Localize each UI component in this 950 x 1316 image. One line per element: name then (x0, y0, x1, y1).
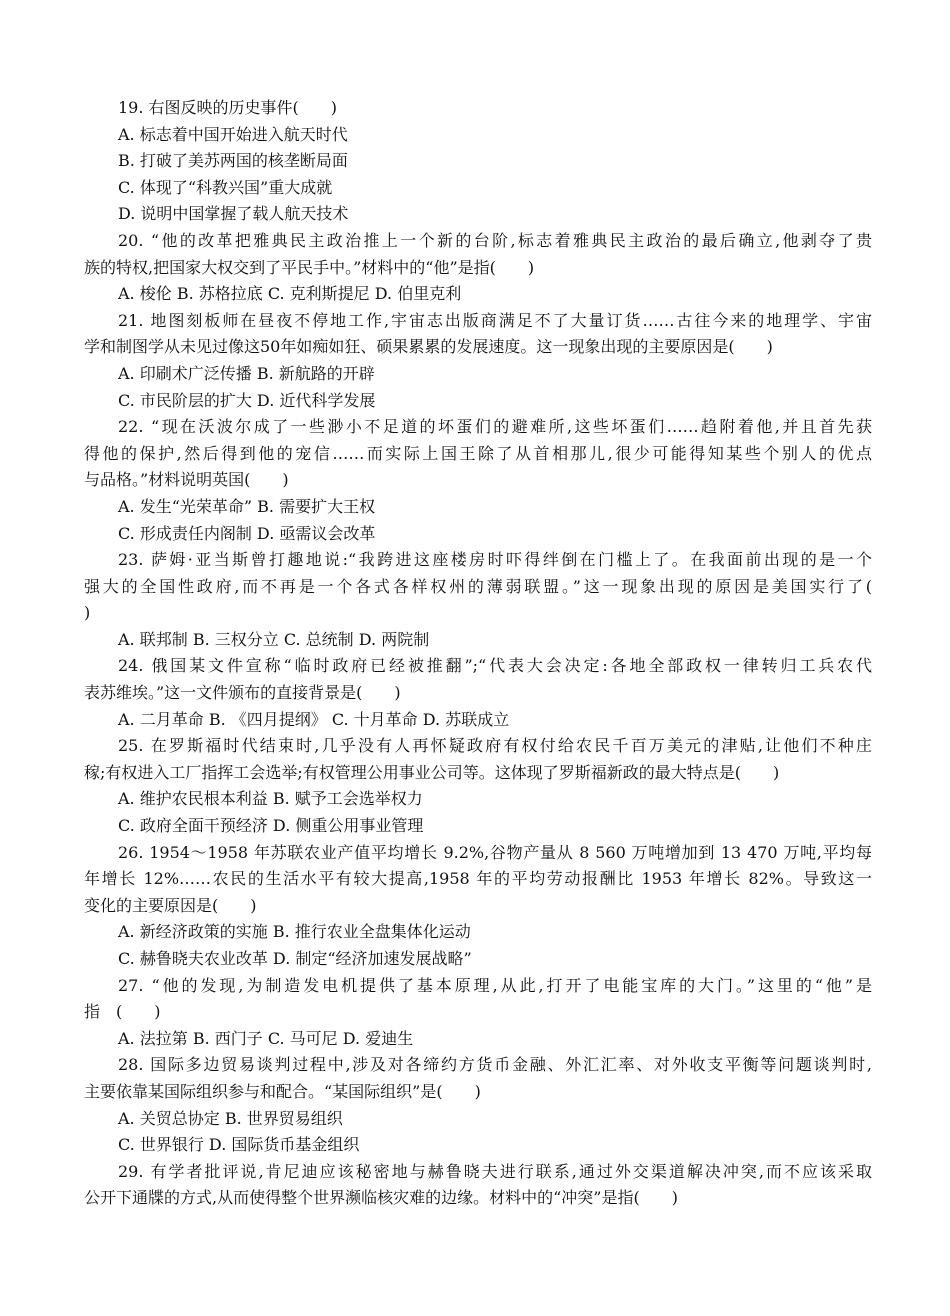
q23-stem-line-2: 强大的全国性政府,而不再是一个各式各样权州的薄弱联盟。”这一现象出现的原因是美国实行了( (84, 576, 872, 596)
q28-options-ab: A. 关贸总协定 B. 世界贸易组织 (118, 1108, 343, 1128)
q26-stem-line-3: 变化的主要原因是( ) (84, 895, 257, 915)
q29-stem-line-2: 公开下通牒的方式,从而使得整个世界濒临核灾难的边缘。材料中的“冲突”是指( ) (84, 1188, 678, 1208)
q27-stem-line-2: 指 ( ) (84, 1002, 161, 1022)
q19-stem: 19. 右图反映的历史事件( ) (118, 98, 338, 117)
q25-options-ab: A. 维护农民根本利益 B. 赋予工会选举权力 (118, 789, 423, 809)
q27-options: A. 法拉第 B. 西门子 C. 马可尼 D. 爱迪生 (118, 1028, 414, 1048)
q24-options: A. 二月革命 B. 《四月提纲》 C. 十月革命 D. 苏联成立 (118, 709, 510, 729)
q22-options-ab: A. 发生“光荣革命” B. 需要扩大王权 (118, 496, 376, 516)
q26-options-ab: A. 新经济政策的实施 B. 推行农业全盘集体化运动 (118, 922, 471, 942)
q19-option-d: D. 说明中国掌握了载人航天技术 (118, 204, 349, 224)
q26-stem-line-1: 26. 1954～1958 年苏联农业产值平均增长 9.2%,谷物产量从 8 560 万吨增加到 13 470 万吨,平均每 (118, 842, 872, 862)
q28-options-cd: C. 世界银行 D. 国际货币基金组织 (118, 1135, 360, 1155)
q20-options: A. 梭伦 B. 苏格拉底 C. 克利斯提尼 D. 伯里克利 (118, 284, 462, 304)
q21-options-ab: A. 印刷术广泛传播 B. 新航路的开辟 (118, 363, 375, 383)
q22-options-cd: C. 形成责任内阁制 D. 亟需议会改革 (118, 523, 376, 543)
q21-stem-line-1: 21. 地图刻板师在昼夜不停地工作,宇宙志出版商满足不了大量订货……古往今来的地理学、宇宙 (118, 310, 872, 330)
q23-options: A. 联邦制 B. 三权分立 C. 总统制 D. 两院制 (118, 629, 430, 649)
q23-stem-line-1: 23. 萨姆·亚当斯曾打趣地说:“我跨进这座楼房时吓得绊倒在门槛上了。在我面前出现的是一个 (118, 550, 872, 570)
document-page (84, 95, 872, 1212)
q19-option-b: B. 打破了美苏两国的核垄断局面 (118, 151, 348, 171)
q25-stem-line-1: 25. 在罗斯福时代结束时,几乎没有人再怀疑政府有权付给农民千百万美元的津贴,让他们不种庄 (118, 736, 872, 756)
q25-stem-line-2: 稼;有权进入工厂指挥工会选举;有权管理公用事业公司等。这体现了罗斯福新政的最大特点是( ) (84, 762, 780, 782)
q22-stem-line-3: 与品格。”材料说明英国( ) (84, 470, 289, 490)
q26-options-cd: C. 赫鲁晓夫农业改革 D. 制定“经济加速发展战略” (118, 949, 472, 968)
q29-stem-line-1: 29. 有学者批评说,肯尼迪应该秘密地与赫鲁晓夫进行联系,通过外交渠道解决冲突,而不应该采取 (118, 1161, 872, 1181)
q22-stem-line-2: 得他的保护,然后得到他的宠信……而实际上国王除了从首相那儿,很少可能得知某些个别人的优点 (84, 443, 872, 463)
q21-stem-line-2: 学和制图学从未见过像这50年如痴如狂、硕果累累的发展速度。这一现象出现的主要原因是( ) (84, 337, 773, 357)
q19-option-a: A. 标志着中国开始进入航天时代 (118, 124, 348, 144)
q28-stem-line-2: 主要依靠某国际组织参与和配合。“某国际组织”是( ) (84, 1081, 481, 1101)
q20-stem-line-2: 族的特权,把国家大权交到了平民手中。”材料中的“他”是指( ) (84, 257, 535, 277)
q27-stem-line-1: 27. “他的发现,为制造发电机提供了基本原理,从此,打开了电能宝库的大门。”这里的“他”是 (118, 975, 872, 995)
q24-stem-line-1: 24. 俄国某文件宣称“临时政府已经被推翻”;“代表大会决定:各地全部政权一律转归工兵农代 (118, 656, 872, 676)
q28-stem-line-1: 28. 国际多边贸易谈判过程中,涉及对各缔约方货币金融、外汇汇率、对外收支平衡等问题谈判时, (118, 1055, 872, 1075)
q24-stem-line-2: 表苏维埃。”这一文件颁布的直接背景是( ) (84, 683, 401, 703)
q19-option-c: C. 体现了“科教兴国”重大成就 (118, 177, 333, 197)
q21-options-cd: C. 市民阶层的扩大 D. 近代科学发展 (118, 390, 376, 410)
q20-stem-line-1: 20. “他的改革把雅典民主政治推上一个新的台阶,标志着雅典民主政治的最后确立,他剥夺了贵 (118, 230, 872, 250)
q25-options-cd: C. 政府全面干预经济 D. 侧重公用事业管理 (118, 816, 424, 836)
q26-stem-line-2: 年增长 12%……农民的生活水平有较大提高,1958 年的平均劳动报酬比 1953 年增长 82%。导致这一 (84, 869, 872, 889)
q23-stem-line-3: ) (84, 603, 91, 623)
q22-stem-line-1: 22. “现在沃波尔成了一些渺小不足道的坏蛋们的避难所,这些坏蛋们……趋附着他,并且首先获 (118, 417, 872, 437)
